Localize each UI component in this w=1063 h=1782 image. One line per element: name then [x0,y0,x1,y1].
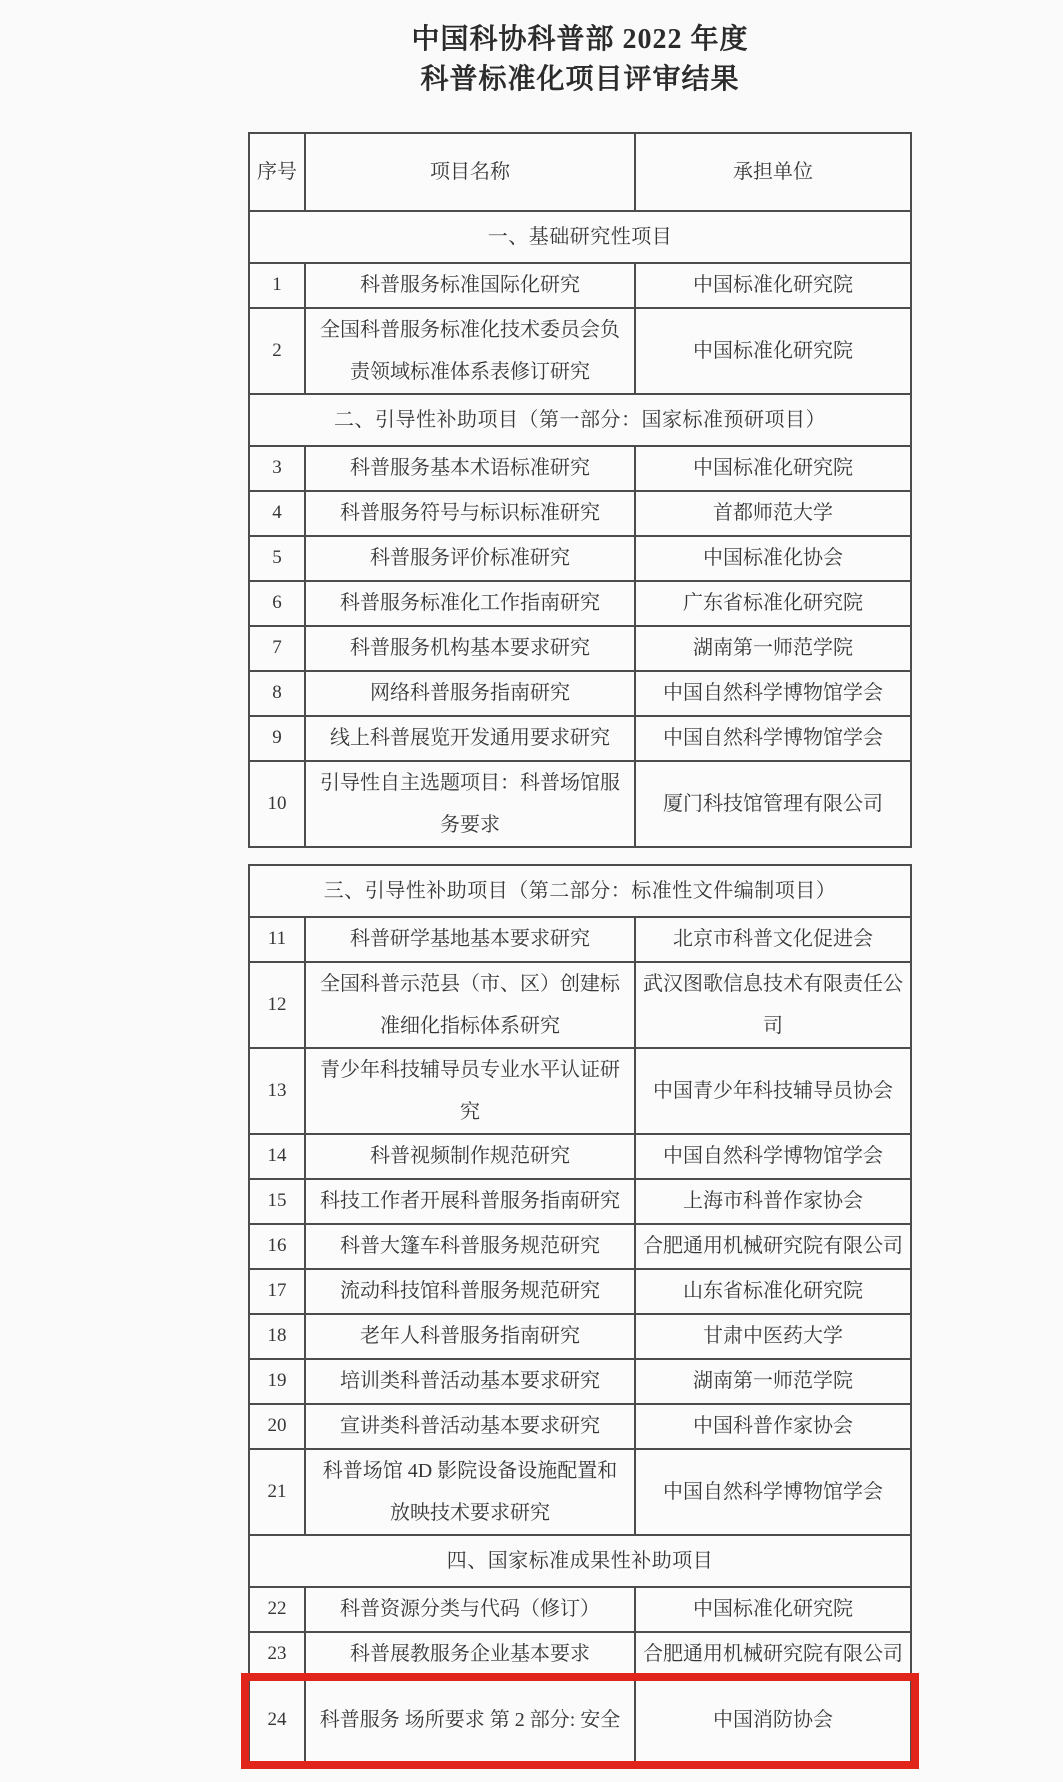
section-label: 四、国家标准成果性补助项目 [446,1549,714,1572]
row-number-cell: 6 [272,592,282,613]
table-row-highlighted [250,1676,910,1762]
project-name-cell: 科普场馆 4D 影院设备设施配置和放映技术要求研究 [304,1450,634,1534]
table-row [250,625,910,670]
section-header-row-4 [250,1534,910,1586]
project-name-cell: 科技工作者开展科普服务指南研究 [304,1180,634,1223]
organization-cell: 中国消防协会 [634,1678,910,1762]
organization-cell: 合肥通用机械研究院有限公司 [634,1633,910,1676]
results-table-1 [248,132,912,848]
table-row [250,1047,910,1133]
row-number-cell: 4 [272,502,282,523]
organization-cell: 中国自然科学博物馆学会 [634,717,910,760]
project-name-cell: 科普服务基本术语标准研究 [304,447,634,490]
organization-cell: 中国标准化研究院 [634,447,910,490]
organization-cell: 山东省标准化研究院 [634,1270,910,1313]
section-label: 一、基础研究性项目 [487,225,673,248]
results-tables [248,132,912,1764]
page-title-line-1: 中国科协科普部 2022 年度 [411,24,749,55]
organization-cell: 中国标准化研究院 [634,309,910,393]
row-number-cell: 19 [267,1370,287,1391]
table-row [250,1313,910,1358]
section-label: 二、引导性补助项目（第一部分：国家标准预研项目） [334,408,826,431]
results-table-2 [248,864,912,1764]
table-row [250,1448,910,1534]
project-name-cell: 引导性自主选题项目：科普场馆服务要求 [304,762,634,846]
project-name-cell: 科普展教服务企业基本要求 [304,1633,634,1676]
organization-cell: 中国标准化研究院 [634,1588,910,1631]
organization-cell: 中国自然科学博物馆学会 [634,1450,910,1534]
organization-cell: 厦门科技馆管理有限公司 [634,762,910,846]
organization-cell: 广东省标准化研究院 [634,582,910,625]
table-header-row [250,134,910,210]
table-row [250,307,910,393]
section-label: 三、引导性补助项目（第二部分：标准性文件编制项目） [323,879,837,902]
table-row [250,445,910,490]
table-row [250,262,910,307]
project-name-cell: 科普研学基地基本要求研究 [304,918,634,961]
row-number-cell: 16 [267,1235,287,1256]
table-row [250,535,910,580]
project-name-cell: 科普服务符号与标识标准研究 [304,492,634,535]
organization-cell: 上海市科普作家协会 [634,1180,910,1223]
project-name-cell: 科普服务评价标准研究 [304,537,634,580]
column-header-project-name: 项目名称 [304,134,634,210]
column-header-organization: 承担单位 [634,134,910,210]
page-title-line-2: 科普标准化项目评审结果 [420,63,740,95]
row-number-cell: 3 [272,457,282,478]
row-number-cell: 22 [267,1598,287,1619]
organization-cell: 合肥通用机械研究院有限公司 [634,1225,910,1268]
organization-cell: 中国青少年科技辅导员协会 [634,1049,910,1133]
row-number-cell: 2 [272,339,282,361]
row-number-cell: 13 [267,1079,287,1101]
section-header-row-2 [250,393,910,445]
column-header-number: 序号 [257,160,297,183]
row-number-cell: 7 [272,637,282,658]
section-header-row-1 [250,210,910,262]
project-name-cell: 老年人科普服务指南研究 [304,1315,634,1358]
project-name-cell: 科普大篷车科普服务规范研究 [304,1225,634,1268]
organization-cell: 中国自然科学博物馆学会 [634,672,910,715]
row-number-cell: 5 [272,547,282,568]
project-name-cell: 青少年科技辅导员专业水平认证研究 [304,1049,634,1133]
project-name-cell: 科普视频制作规范研究 [304,1135,634,1178]
project-name-cell: 科普资源分类与代码（修订） [304,1588,634,1631]
row-number-cell: 12 [267,993,287,1015]
section-header-row-3 [250,866,910,916]
row-number-cell: 24 [267,1708,287,1730]
project-name-cell: 科普服务机构基本要求研究 [304,627,634,670]
organization-cell: 北京市科普文化促进会 [634,918,910,961]
table-row [250,1133,910,1178]
organization-cell: 甘肃中医药大学 [634,1315,910,1358]
organization-cell: 中国自然科学博物馆学会 [634,1135,910,1178]
row-number-cell: 8 [272,682,282,703]
project-name-cell: 科普服务标准化工作指南研究 [304,582,634,625]
organization-cell: 首都师范大学 [634,492,910,535]
organization-cell: 中国标准化协会 [634,537,910,580]
table-row [250,961,910,1047]
table-row [250,1358,910,1403]
organization-cell: 中国标准化研究院 [634,264,910,307]
table-row [250,1631,910,1676]
row-number-cell: 15 [267,1190,287,1211]
project-name-cell: 全国科普示范县（市、区）创建标准细化指标体系研究 [304,963,634,1047]
table-row [250,670,910,715]
row-number-cell: 23 [267,1643,287,1664]
table-row [250,1586,910,1631]
row-number-cell: 20 [267,1415,287,1436]
table-row [250,916,910,961]
row-number-cell: 11 [267,928,287,949]
page-title [248,20,912,100]
project-name-cell: 线上科普展览开发通用要求研究 [304,717,634,760]
project-name-cell: 网络科普服务指南研究 [304,672,634,715]
table-row [250,715,910,760]
table-row [250,580,910,625]
table-row [250,1403,910,1448]
table-row [250,1223,910,1268]
project-name-cell: 宣讲类科普活动基本要求研究 [304,1405,634,1448]
organization-cell: 武汉图歌信息技术有限责任公司 [634,963,910,1047]
row-number-cell: 14 [267,1145,287,1166]
row-number-cell: 10 [267,792,287,814]
row-number-cell: 18 [267,1325,287,1346]
table-row [250,490,910,535]
table-row [250,760,910,846]
project-name-cell: 培训类科普活动基本要求研究 [304,1360,634,1403]
project-name-cell: 科普服务标准国际化研究 [304,264,634,307]
row-number-cell: 9 [272,727,282,748]
organization-cell: 湖南第一师范学院 [634,627,910,670]
row-number-cell: 21 [267,1480,287,1502]
organization-cell: 湖南第一师范学院 [634,1360,910,1403]
project-name-cell: 全国科普服务标准化技术委员会负责领域标准体系表修订研究 [304,309,634,393]
document-page [0,20,1063,1782]
project-name-cell: 流动科技馆科普服务规范研究 [304,1270,634,1313]
table-row [250,1268,910,1313]
row-number-cell: 1 [272,274,282,295]
table-row [250,1178,910,1223]
organization-cell: 中国科普作家协会 [634,1405,910,1448]
row-number-cell: 17 [267,1280,287,1301]
project-name-cell: 科普服务 场所要求 第 2 部分: 安全 [304,1678,634,1762]
